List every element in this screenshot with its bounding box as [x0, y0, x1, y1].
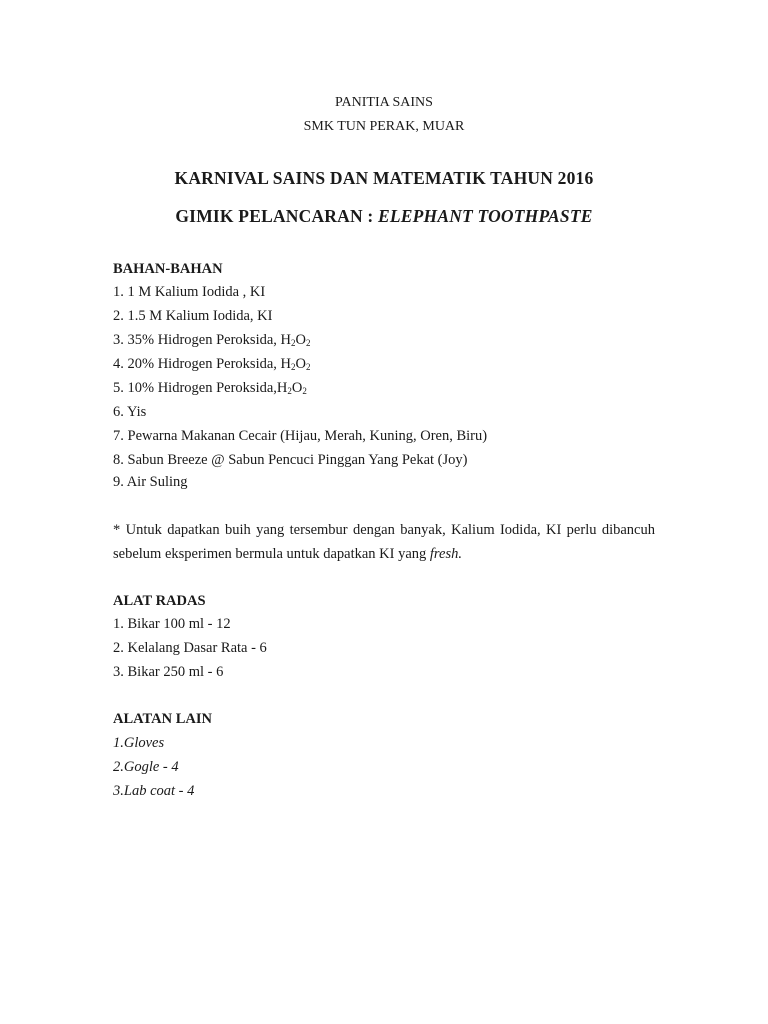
document-title: KARNIVAL SAINS DAN MATEMATIK TAHUN 2016 — [174, 168, 594, 188]
document-subtitle — [0, 206, 768, 227]
alat-item: 2. Kelalang Dasar Rata - 6 — [113, 640, 267, 656]
lain-item: 2.Gogle - 4 — [113, 759, 179, 775]
preparation-note — [113, 518, 655, 566]
lain-item: 1.Gloves — [113, 735, 165, 751]
note-emphasis: fresh. — [429, 546, 462, 562]
bahan-item: 4. 20% Hidrogen Peroksida, $H_2O_2$ — [113, 356, 311, 372]
school-name: SMK TUN PERAK, MUAR — [303, 119, 465, 134]
subtitle-prefix: GIMIK PELANCARAN : — [175, 206, 378, 226]
lain-heading: ALATAN LAIN — [113, 711, 212, 727]
alat-item: 1. Bikar 100 ml - 12 — [113, 616, 231, 632]
bahan-item: 6. Yis — [113, 404, 147, 420]
bahan-item: 2. 1.5 M Kalium Iodida, KI — [113, 308, 273, 324]
bahan-item: 5. 10% Hidrogen $Peroksida,H_2O_2$ — [113, 380, 307, 396]
alat-item: 3. Bikar 250 ml - 6 — [113, 664, 224, 680]
bahan-item: 3. 35% Hidrogen Peroksida, $H_2O_2$ — [113, 332, 311, 348]
bahan-item: 9. Air Suling — [113, 474, 188, 490]
subtitle-emphasis: ELEPHANT TOOTHPASTE — [378, 206, 593, 226]
bahan-item: 7. Pewarna Makanan Cecair (Hijau, Merah, Kuning, Oren, Biru) — [113, 428, 488, 444]
note-text: * Untuk dapatkan buih yang tersembur dengan banyak, Kalium Iodida, KI perlu dibancuh sebelum eksperimen bermula untuk dapatkan KI yang — [113, 522, 655, 562]
alat-heading: ALAT RADAS — [113, 593, 206, 609]
committee-name: PANITIA SAINS — [335, 95, 433, 110]
lain-item: 3.Lab coat - 4 — [113, 783, 195, 799]
bahan-item: 8. Sabun Breeze @ Sabun Pencuci Pinggan Yang Pekat (Joy) — [113, 452, 468, 468]
bahan-item: 1. 1 M Kalium Iodida , KI — [113, 284, 266, 300]
bahan-heading: BAHAN-BAHAN — [113, 261, 223, 277]
